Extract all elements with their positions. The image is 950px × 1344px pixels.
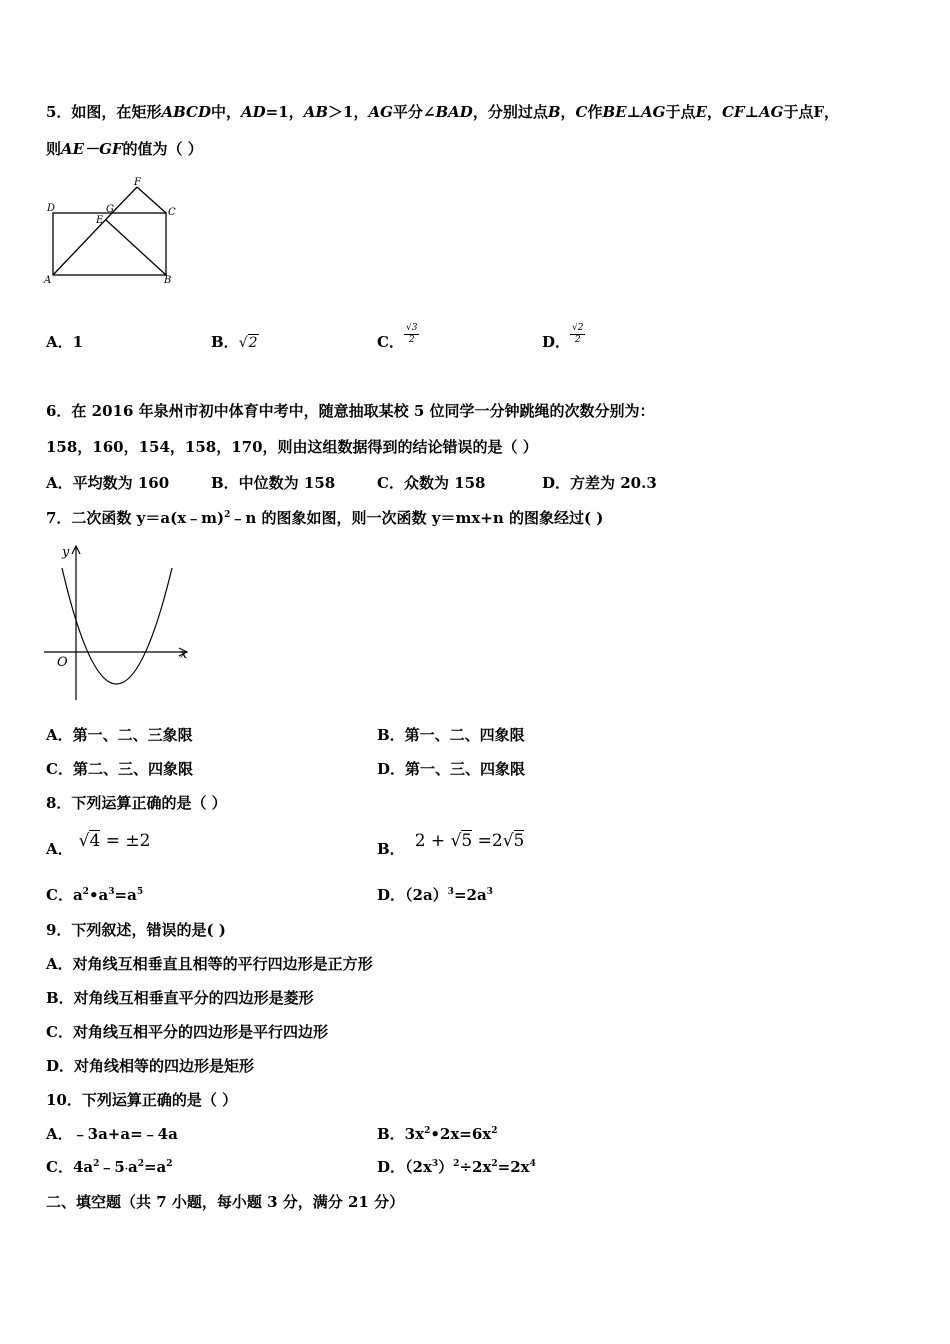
- q7-option-a: A．第一、二、三象限: [46, 726, 193, 744]
- q7-line1: 7．二次函数 y＝a(x﹣m)$^2$﹣n 的图象如图，则一次函数 y＝mx+n 的图象经过( ): [46, 509, 604, 527]
- q5-option-b: B．√2: [211, 333, 258, 351]
- q10-option-a: A．﹣3a+a=﹣4a: [46, 1125, 178, 1143]
- rect-abcd: [53, 213, 166, 275]
- q9-option-b: B．对角线互相垂直平分的四边形是菱形: [46, 989, 314, 1007]
- label-f: F: [134, 177, 141, 188]
- section2-title: 二、填空题（共 7 小题，每小题 3 分，满分 21 分）: [46, 1193, 405, 1211]
- q9-option-a: A．对角线互相垂直且相等的平行四边形是正方形: [46, 955, 373, 973]
- q8-line1: 8．下列运算正确的是（ ）: [46, 794, 227, 812]
- label-origin: O: [57, 655, 68, 670]
- label-c: C: [168, 207, 176, 218]
- label-y: y: [62, 545, 70, 560]
- q9-line1: 9．下列叙述，错误的是( ): [46, 921, 226, 939]
- q8-option-d: D．$(2a)^3=2a^3$: [377, 886, 493, 904]
- label-b: B: [164, 275, 172, 286]
- q5-option-d: D． $\frac{√2}{2}$: [542, 322, 584, 351]
- q6-option-c: C．众数为 158: [377, 474, 486, 492]
- q8-option-a: A． √4 = ±2: [46, 831, 151, 858]
- label-e: E: [96, 215, 104, 226]
- q6-line2: 158，160，154，158，170，则由这组数据得到的结论错误的是（ ）: [46, 438, 538, 456]
- q6-option-d: D．方差为 20.3: [542, 474, 657, 492]
- q7-parabola-graph: [40, 540, 200, 705]
- q9-option-c: C．对角线互相平分的四边形是平行四边形: [46, 1023, 328, 1041]
- label-d: D: [47, 203, 56, 214]
- q6-option-b: B．中位数为 158: [211, 474, 336, 492]
- q7-option-d: D．第一、三、四象限: [377, 760, 526, 778]
- parabola-curve: [62, 568, 172, 684]
- q10-line1: 10．下列运算正确的是（ ）: [46, 1091, 238, 1109]
- q7-option-b: B．第一、二、四象限: [377, 726, 525, 744]
- q5-line1: 5．如图，在矩形ABCD中，AD=1，AB＞1，AG平分∠BAD，分别过点B，C作BE⊥AG于点E，CF⊥AG于点F，: [46, 103, 840, 121]
- q7-option-c: C．第二、三、四象限: [46, 760, 193, 778]
- label-g: G: [106, 204, 114, 215]
- q9-option-d: D．对角线相等的四边形是矩形: [46, 1057, 255, 1075]
- line-fg: [112, 187, 137, 213]
- line-be: [106, 220, 166, 275]
- q5-option-a: A．1: [46, 333, 84, 351]
- q6-line1: 6．在 2016 年泉州市初中体育中考中，随意抽取某校 5 位同学一分钟跳绳的次数分别为：: [46, 402, 655, 420]
- line-cf: [137, 187, 166, 213]
- q10-option-d: D．$(2x^3)^2\div 2x^2=2x^4$: [377, 1158, 536, 1176]
- q8-option-c: C．$a^2•a^3=a^5$: [46, 886, 144, 904]
- q5-option-c: C． $\frac{√3}{2}$: [377, 322, 418, 351]
- q6-option-a: A．平均数为 160: [46, 474, 170, 492]
- q5-rectangle-figure: [40, 175, 190, 290]
- q8-option-b: B． 2 + √5 =2√5: [377, 831, 525, 858]
- label-a: A: [44, 275, 52, 286]
- q5-line2: 则AE－GF的值为（ ）: [46, 140, 203, 158]
- label-x: x: [180, 647, 188, 662]
- q10-option-b: B．$3x^2•2x=6x^2$: [377, 1125, 498, 1143]
- q10-option-c: C．$4a^2﹣5\cdot a^2=a^2$: [46, 1158, 173, 1176]
